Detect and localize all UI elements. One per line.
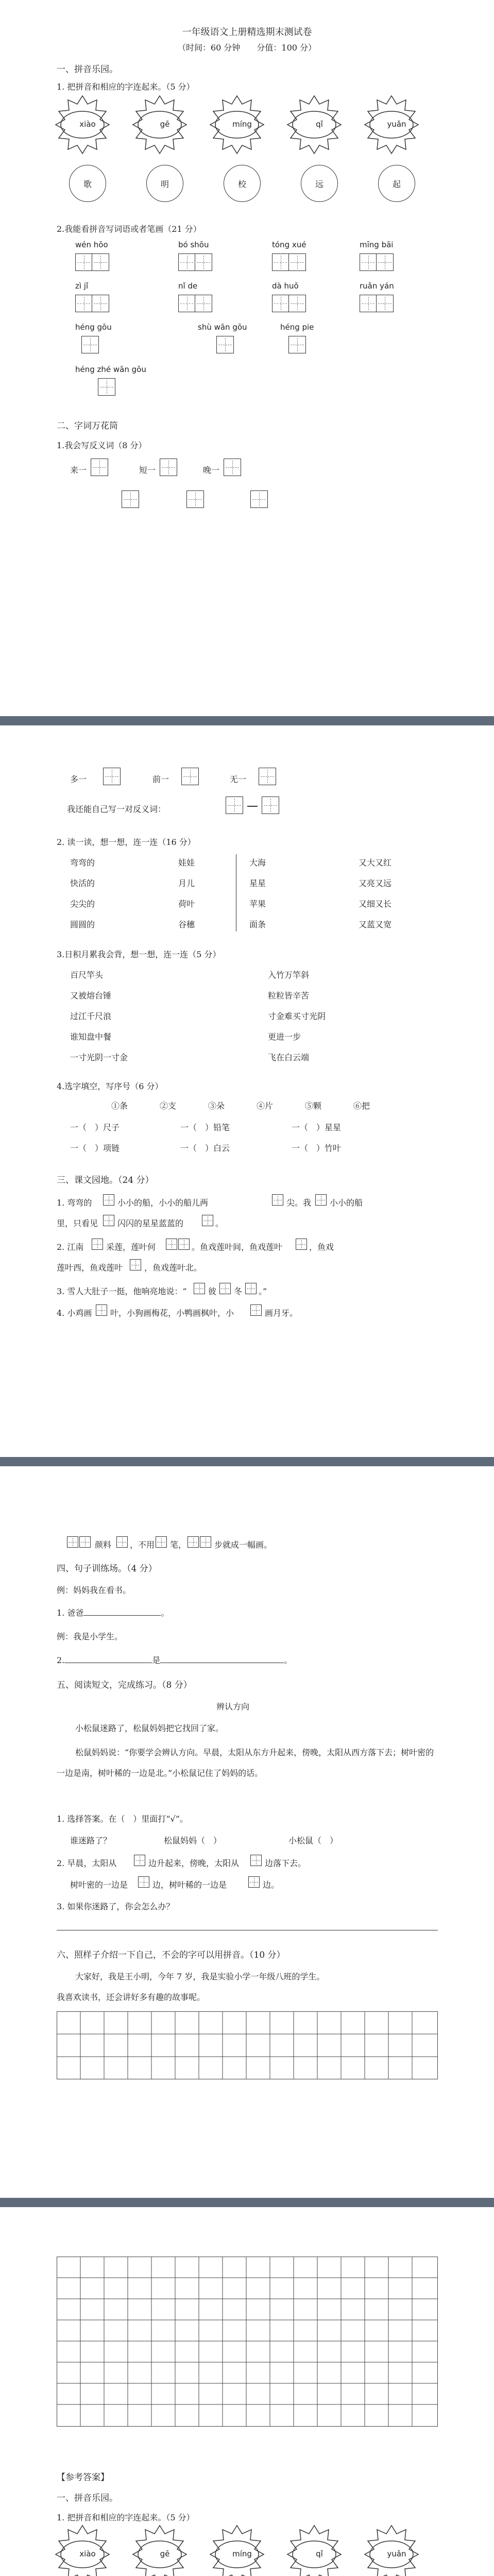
- p3-fill-2-label-a: 2.: [57, 1655, 65, 1665]
- answer-pinyin-1: xiào: [79, 2549, 96, 2558]
- p2-t3d: 。”: [259, 1286, 267, 1296]
- p2-q3-extra: 我还能自己写一对反义词：: [67, 804, 166, 814]
- q2-grid-2-1[interactable]: [75, 295, 109, 312]
- p3-story-title: 辨认方向: [216, 1702, 250, 1711]
- section-6-heading: 六、照样子介绍一下自己，不会的字可以用拼音。（10 分）: [57, 1950, 285, 1960]
- p2-t1-grid-3[interactable]: [315, 1194, 327, 1206]
- q3-extra-grid-3[interactable]: [250, 490, 268, 508]
- p2-question-5: 3.日积月累我会背，想一想，连一连（5 分）: [57, 950, 221, 959]
- q2-py-3-3: héng pie: [280, 323, 314, 332]
- p2-q4-r2-4: 又蓝又宽: [359, 920, 392, 929]
- p3-example-1: 例：妈妈我在看书。: [57, 1585, 131, 1595]
- p2-q5-right-3: 寸金难买寸光阴: [268, 1011, 326, 1021]
- p3-read-q1-a: 谁迷路了？: [70, 1836, 112, 1845]
- p3-fill-1-label: 1. 爸爸: [57, 1608, 84, 1618]
- p2-q6-r2-2[interactable]: 一（ ）白云: [180, 1143, 230, 1153]
- page-separator-1: [0, 716, 494, 725]
- question-2: 2.我能看拼音写词语或者笔画（21 分）: [57, 224, 201, 234]
- p3-t1-grid-2[interactable]: [79, 1536, 91, 1548]
- char-1: 歌: [83, 179, 92, 189]
- p2-t1-grid-4[interactable]: [103, 1215, 114, 1226]
- p2-q6-opt-3: ③朵: [208, 1101, 225, 1111]
- answer-q1: 1. 把拼音和相应的字连起来。（5 分）: [57, 2513, 195, 2522]
- answer-pinyin-3: míng: [232, 2549, 252, 2558]
- p2-question-4: 2. 读一读，想一想，连一连（16 分）: [57, 837, 196, 847]
- q2-py-1-2: bó shōu: [178, 240, 209, 249]
- p3-t1-grid-3[interactable]: [116, 1536, 128, 1548]
- p2-q6-opt-1: ①条: [111, 1101, 128, 1111]
- p2-t2c: 。鱼戏莲叶间，鱼戏莲叶: [192, 1242, 283, 1252]
- p2-q4-r2-1: 又大又红: [359, 858, 392, 868]
- p2-q3-grid-1[interactable]: [103, 768, 121, 785]
- q3-item-2: 短一: [139, 465, 156, 475]
- q2-py-2-1: zì jǐ: [75, 281, 89, 291]
- p2-t1-grid-1[interactable]: [103, 1194, 114, 1206]
- p2-q3-extra-grid-2[interactable]: [262, 796, 279, 814]
- p2-q4-r1-3: 苹果: [249, 899, 266, 909]
- p2-t3b: 彼: [208, 1286, 217, 1296]
- p2-t1b: 小小的船，小小的船儿两: [117, 1198, 209, 1208]
- q2-py-2-4: ruǎn yán: [360, 281, 394, 291]
- p2-q4-r1-1: 大海: [249, 858, 266, 868]
- q2-py-3-1: héng gōu: [75, 323, 112, 332]
- pinyin-3: míng: [232, 120, 252, 129]
- p4-writing-grid[interactable]: [57, 2257, 438, 2427]
- p2-q3-item-1: 多一: [70, 774, 87, 784]
- p2-q6-opt-5: ⑤颗: [305, 1101, 322, 1111]
- q3-item-3: 晚一: [203, 465, 220, 475]
- p2-q6-r1-3[interactable]: 一（ ）星星: [292, 1123, 342, 1132]
- q2-py-1-1: wén hōo: [75, 240, 108, 249]
- p2-q5-right-4: 更进一步: [268, 1032, 301, 1042]
- p3-read-q2-grid-4[interactable]: [248, 1876, 260, 1888]
- p2-question-6: 4.选字填空，写序号（6 分）: [57, 1081, 163, 1091]
- p3-story-2: 松鼠妈妈说：“你要学会辨认方向。早晨，太阳从东方升起来，傍晚，太阳从西方落下去；树叶密的一边是南，树叶稀的一边是北。”小松鼠记住了妈妈的话。: [57, 1748, 434, 1778]
- p2-q6-r2-3[interactable]: 一（ ）竹叶: [292, 1143, 342, 1153]
- p3-read-q2-grid-1[interactable]: [134, 1855, 145, 1866]
- p3-read-q2c: 边落下去。: [265, 1858, 306, 1868]
- p2-q3-grid-3[interactable]: [259, 768, 276, 785]
- char-5: 起: [392, 179, 401, 189]
- p2-t1-grid-2[interactable]: [272, 1194, 283, 1206]
- p3-fill-2-label-b: 是: [152, 1655, 161, 1665]
- p2-q6-r2-1[interactable]: 一（ ）项链: [70, 1143, 120, 1153]
- p2-q4-r2-2: 又亮又远: [359, 878, 392, 888]
- char-circle-1[interactable]: [69, 165, 106, 202]
- p2-t1-grid-5[interactable]: [202, 1215, 213, 1226]
- q3-grid-1[interactable]: [91, 459, 108, 476]
- p2-t1c: 尖。我: [286, 1198, 312, 1208]
- p3-read-q2-grid-3[interactable]: [138, 1876, 149, 1888]
- char-3: 校: [237, 179, 246, 189]
- exam-title: 一年级语文上册精选期末测试卷: [182, 27, 312, 38]
- p3-fill-1-line[interactable]: [83, 1615, 161, 1616]
- pinyin-4: qǐ: [316, 120, 323, 129]
- q2-py-1-3: tóng xué: [272, 240, 306, 249]
- q2-grid-3-3[interactable]: [288, 336, 306, 353]
- question-1: 1. 把拼音和相应的字连起来。（5 分）: [57, 82, 195, 92]
- exam-meta: （时间：60 分钟 分值：100 分）: [177, 43, 317, 53]
- answer-pinyin-5: yuǎn: [387, 2549, 406, 2558]
- p2-q3-grid-2[interactable]: [181, 768, 199, 785]
- q2-grid-3-2[interactable]: [216, 336, 234, 353]
- p2-q6-r1-2[interactable]: 一（ ）铅笔: [180, 1123, 230, 1132]
- p2-q5-left-4: 谁知盘中餐: [70, 1032, 112, 1042]
- p2-q4-left-4: 圆圆的: [70, 920, 95, 929]
- p3-read-q2d: 树叶密的一边是: [70, 1880, 128, 1890]
- p2-t4a: 4. 小鸡画: [57, 1308, 92, 1318]
- char-2: 明: [160, 179, 169, 189]
- char-circle-4[interactable]: [301, 165, 338, 202]
- q2-grid-2-2[interactable]: [178, 295, 212, 312]
- page-4: [0, 2207, 494, 2576]
- p2-t1f: 闪闪的星星蓝蓝的: [117, 1218, 184, 1228]
- p2-q5-right-1: 入竹万竿斜: [268, 970, 310, 980]
- char-4: 远: [315, 179, 323, 189]
- q2-grid-1-2[interactable]: [178, 253, 212, 271]
- p2-t4c: 画月牙。: [265, 1308, 298, 1318]
- char-circle-5[interactable]: [378, 165, 415, 202]
- p2-q4-left-3: 尖尖的: [70, 899, 95, 909]
- p2-q6-opt-6: ⑥把: [353, 1101, 370, 1111]
- p2-q4-left-2: 快活的: [70, 878, 95, 888]
- q2-grid-3-1[interactable]: [81, 336, 99, 353]
- p2-t2-grid-5[interactable]: [130, 1259, 141, 1270]
- p3-read-q2b: 边升起来，傍晚，太阳从: [148, 1858, 240, 1868]
- q2-py-4-1: héng zhé wān gōu: [75, 365, 146, 374]
- p2-q4-mid-1: 娃娃: [178, 858, 195, 868]
- q3-grid-2[interactable]: [160, 459, 177, 476]
- q3-extra-grid-2[interactable]: [186, 490, 204, 508]
- answer-section-1: 一、拼音乐园。: [57, 2493, 118, 2503]
- p2-t3-grid-2[interactable]: [219, 1283, 231, 1294]
- p2-q4-r1-2: 星星: [249, 878, 266, 888]
- pinyin-5: yuǎn: [387, 120, 406, 129]
- p2-q3-item-2: 前一: [152, 774, 169, 784]
- p3-read-q1-c[interactable]: 小松鼠（ ）: [288, 1836, 338, 1845]
- section-2-heading: 二、字词万花筒: [57, 421, 118, 431]
- p2-t4-grid-2[interactable]: [250, 1304, 262, 1316]
- answer-pinyin-4: qǐ: [316, 2549, 323, 2558]
- q2-py-2-3: dà huǒ: [272, 281, 299, 291]
- p2-q4-left-1: 弯弯的: [70, 858, 95, 868]
- p3-read-q2e: 边，树叶稀的一边是: [152, 1880, 227, 1890]
- q2-grid-1-1[interactable]: [75, 253, 109, 271]
- p2-t2d: ，鱼戏: [309, 1242, 334, 1252]
- p2-q3-dash: [247, 806, 258, 807]
- p2-t2-grid-3[interactable]: [178, 1239, 190, 1250]
- p3-example-2: 例：我是小学生。: [57, 1632, 123, 1641]
- p2-q6-opt-4: ④片: [257, 1101, 274, 1111]
- question-3: 1.我会写反义词（8 分）: [57, 440, 147, 450]
- section-4-heading: 四、句子训练场。（4 分）: [57, 1564, 157, 1574]
- page-2: [0, 725, 494, 1457]
- answer-pinyin-2: gē: [160, 2549, 170, 2558]
- page-1: [0, 0, 494, 716]
- q2-grid-2-4[interactable]: [360, 295, 394, 312]
- section-1-heading: 一、拼音乐园。: [57, 64, 118, 75]
- p2-q4-mid-3: 荷叶: [178, 899, 195, 909]
- p2-t2-grid-4[interactable]: [296, 1239, 307, 1250]
- p2-q4-r2-3: 又细又长: [359, 899, 392, 909]
- p2-t1-end: 。: [215, 1218, 224, 1228]
- p3-read-q1: 1. 选择答案。在（ ）里面打“√”。: [57, 1814, 188, 1824]
- page-separator-3: [0, 2198, 494, 2207]
- section-3-heading: 三、课文园地。（24 分）: [57, 1175, 154, 1185]
- p3-t1-grid-5[interactable]: [188, 1536, 199, 1548]
- pinyin-1: xiào: [79, 120, 96, 129]
- q2-py-2-2: nǐ de: [178, 281, 198, 291]
- p2-q5-right-5: 飞在白云端: [268, 1053, 310, 1062]
- char-circle-2[interactable]: [146, 165, 183, 202]
- p3-fill-1[interactable]: 1. 爸爸 。: [57, 1608, 169, 1618]
- p2-t3-grid-3[interactable]: [245, 1283, 257, 1294]
- q3-extra-grid-1[interactable]: [122, 490, 139, 508]
- p2-q3-item-3: 无一: [230, 774, 247, 784]
- p2-t2e: 莲叶西，鱼戏莲叶: [57, 1263, 123, 1273]
- p3-t1-grid-1[interactable]: [67, 1536, 78, 1548]
- p3-t1d: 步就成一幅画。: [214, 1540, 272, 1550]
- p3-t1b: ，不用: [130, 1540, 155, 1550]
- p2-t2-grid-1[interactable]: [92, 1239, 103, 1250]
- q2-py-3-2: shù wān gōu: [198, 323, 247, 332]
- p2-q4-r1-4: 面条: [249, 920, 266, 929]
- p3-read-q2-grid-2[interactable]: [250, 1855, 262, 1866]
- p2-q6-opt-2: ②支: [160, 1101, 177, 1111]
- p2-q5-left-5: 一寸光阴一寸金: [70, 1053, 128, 1062]
- answer-key-heading: 【参考答案】: [57, 2472, 109, 2483]
- q3-item-1: 来一: [70, 465, 87, 475]
- p2-t4b: 叶，小狗画梅花，小鸭画枫叶，小: [110, 1308, 234, 1318]
- p2-q6-r1-1[interactable]: 一（ ）尺子: [70, 1123, 120, 1132]
- p3-t1a: 颜料: [95, 1540, 112, 1550]
- p3-intro-1: 大家好，我是王小明，今年 7 岁，我是实验小学一年级八班的学生。: [75, 1972, 325, 1981]
- p2-t1a: 1. 弯弯的: [57, 1198, 92, 1208]
- p2-q4-mid-4: 谷穗: [178, 920, 195, 929]
- p3-intro-2: 我喜欢读书，还会讲好多有趣的故事呢。: [57, 1992, 206, 2002]
- p2-q4-mid-2: 月儿: [178, 878, 195, 888]
- q2-grid-2-3[interactable]: [272, 295, 306, 312]
- p2-t3c: 冬: [234, 1286, 243, 1296]
- char-circle-3[interactable]: [224, 165, 261, 202]
- section-5-heading: 五、阅读短文，完成练习。（8 分）: [57, 1680, 192, 1690]
- p3-story-1: 小松鼠迷路了，松鼠妈妈把它找回了家。: [75, 1723, 224, 1733]
- p2-q5-left-2: 又被熔台锤: [70, 991, 112, 1001]
- p3-t1c: 笔，: [170, 1540, 187, 1550]
- p2-t1e: 里，只看见: [57, 1218, 98, 1228]
- p3-writing-grid[interactable]: [57, 2011, 438, 2079]
- page-3: [0, 1466, 494, 2198]
- p2-t2-grid-2[interactable]: [166, 1239, 177, 1250]
- q2-grid-4-1[interactable]: [98, 378, 115, 396]
- p3-fill-2[interactable]: 2. 是 。: [57, 1655, 293, 1665]
- p2-t2a: 2. 江南: [57, 1242, 84, 1252]
- q3-grid-3[interactable]: [224, 459, 241, 476]
- p3-t1-grid-6[interactable]: [200, 1536, 211, 1548]
- p2-q5-left-3: 过江千尺浪: [70, 1011, 112, 1021]
- p2-t1d: 小小的船: [330, 1198, 363, 1208]
- p3-read-q1-b[interactable]: 松鼠妈妈（ ）: [164, 1836, 222, 1845]
- pinyin-2: gē: [160, 120, 170, 129]
- p2-q5-right-2: 粒粒皆辛苦: [268, 991, 310, 1001]
- p2-t2f: ，鱼戏莲叶北。: [144, 1263, 202, 1273]
- q2-grid-1-3[interactable]: [272, 253, 306, 271]
- p3-read-q2f: 边。: [263, 1880, 280, 1890]
- q2-grid-1-4[interactable]: [360, 253, 394, 271]
- page-separator-2: [0, 1457, 494, 1466]
- p3-read-q2a: 2. 早晨，太阳从: [57, 1858, 117, 1868]
- q2-py-1-4: mīng bāi: [360, 240, 394, 249]
- p2-t2b: 采莲，莲叶何: [106, 1242, 156, 1252]
- p2-t3a: 3. 雪人大肚子一挺，他响亮地说：“: [57, 1286, 187, 1296]
- p2-t3-grid-1[interactable]: [194, 1283, 205, 1294]
- p2-q3-extra-grid-1[interactable]: [226, 796, 243, 814]
- p3-t1-grid-4[interactable]: [156, 1536, 167, 1548]
- p2-t4-grid-1[interactable]: [96, 1304, 107, 1316]
- p2-q5-left-1: 百尺竿头: [70, 970, 104, 980]
- p3-read-q3: 3. 如果你迷路了，你会怎么办？: [57, 1902, 175, 1911]
